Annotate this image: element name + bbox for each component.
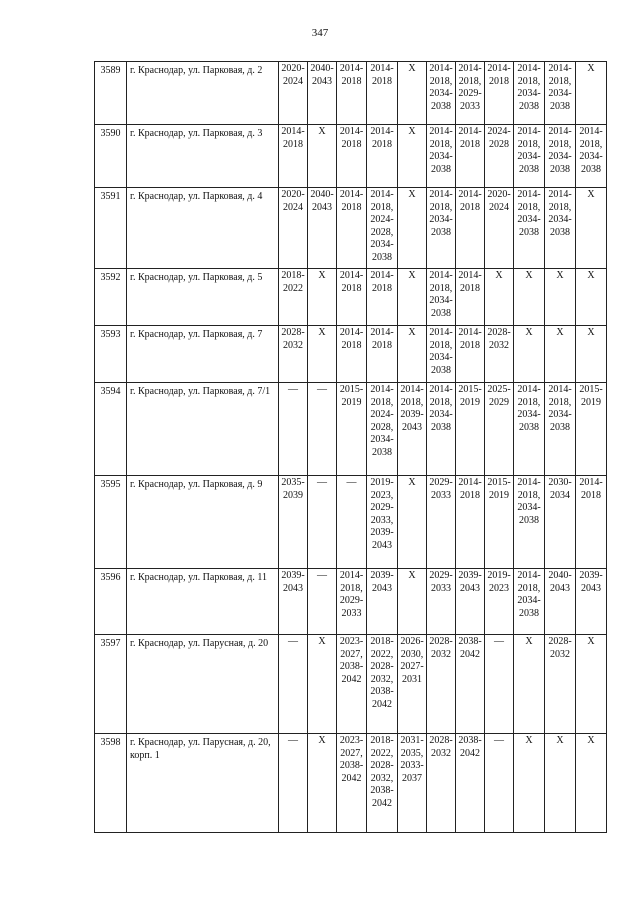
- row-number: 3598: [95, 734, 127, 833]
- address-cell: г. Краснодар, ул. Парковая, д. 7: [127, 326, 279, 383]
- period-cell: 2039- 2043: [279, 569, 308, 635]
- table-row: [95, 476, 607, 569]
- table-row: [95, 635, 607, 734]
- period-cell: Х: [514, 326, 545, 383]
- period-cell: 2029- 2033: [427, 569, 456, 635]
- period-cell: 2014- 2018, 2034- 2038: [545, 62, 576, 125]
- address-cell: г. Краснодар, ул. Парковая, д. 3: [127, 125, 279, 188]
- period-cell: Х: [576, 734, 607, 833]
- period-cell: 2014- 2018: [337, 269, 367, 326]
- period-cell: 2014- 2018: [456, 125, 485, 188]
- period-cell: 2014- 2018, 2034- 2038: [545, 125, 576, 188]
- row-number: 3589: [95, 62, 127, 125]
- period-cell: 2028- 2032: [545, 635, 576, 734]
- period-cell: 2014- 2018, 2034- 2038: [514, 383, 545, 476]
- period-cell: 2019- 2023, 2029- 2033, 2039- 2043: [367, 476, 398, 569]
- period-cell: 2014- 2018: [337, 326, 367, 383]
- period-cell: Х: [398, 476, 427, 569]
- table-row: [95, 125, 607, 188]
- table-row: [95, 269, 607, 326]
- period-cell: —: [337, 476, 367, 569]
- period-cell: Х: [514, 269, 545, 326]
- period-cell: 2028- 2032: [427, 635, 456, 734]
- period-cell: Х: [398, 62, 427, 125]
- period-cell: Х: [576, 188, 607, 269]
- period-cell: 2014- 2018: [456, 326, 485, 383]
- period-cell: 2026- 2030, 2027- 2031: [398, 635, 427, 734]
- period-cell: Х: [545, 734, 576, 833]
- table-row: [95, 62, 607, 125]
- table-row: [95, 569, 607, 635]
- period-cell: 2014- 2018: [279, 125, 308, 188]
- period-cell: 2014- 2018: [367, 269, 398, 326]
- period-cell: 2029- 2033: [427, 476, 456, 569]
- period-cell: 2014- 2018: [367, 62, 398, 125]
- period-cell: 2015- 2019: [576, 383, 607, 476]
- row-number: 3594: [95, 383, 127, 476]
- period-cell: Х: [545, 326, 576, 383]
- period-cell: —: [308, 383, 337, 476]
- period-cell: 2014- 2018, 2034- 2038: [514, 188, 545, 269]
- row-number: 3593: [95, 326, 127, 383]
- period-cell: 2023- 2027, 2038- 2042: [337, 635, 367, 734]
- row-number: 3592: [95, 269, 127, 326]
- address-cell: г. Краснодар, ул. Парковая, д. 2: [127, 62, 279, 125]
- period-cell: 2014- 2018, 2034- 2038: [427, 326, 456, 383]
- row-number: 3590: [95, 125, 127, 188]
- page-number: 347: [311, 27, 329, 39]
- period-cell: 2024- 2028: [485, 125, 514, 188]
- period-cell: Х: [514, 635, 545, 734]
- period-cell: 2018- 2022, 2028- 2032, 2038- 2042: [367, 734, 398, 833]
- repair-schedule-table: [94, 61, 607, 833]
- period-cell: 2028- 2032: [279, 326, 308, 383]
- period-cell: 2014- 2018: [576, 476, 607, 569]
- period-cell: Х: [398, 326, 427, 383]
- period-cell: 2014- 2018, 2034- 2038: [514, 476, 545, 569]
- period-cell: 2014- 2018: [456, 269, 485, 326]
- period-cell: 2020- 2024: [485, 188, 514, 269]
- period-cell: 2035- 2039: [279, 476, 308, 569]
- period-cell: 2014- 2018, 2034- 2038: [427, 383, 456, 476]
- period-cell: 2039- 2043: [367, 569, 398, 635]
- period-cell: 2015- 2019: [485, 476, 514, 569]
- period-cell: 2014- 2018, 2034- 2038: [427, 269, 456, 326]
- period-cell: —: [308, 569, 337, 635]
- period-cell: Х: [398, 269, 427, 326]
- period-cell: 2038- 2042: [456, 734, 485, 833]
- period-cell: Х: [308, 269, 337, 326]
- period-cell: 2014- 2018, 2034- 2038: [545, 188, 576, 269]
- period-cell: Х: [576, 269, 607, 326]
- row-number: 3591: [95, 188, 127, 269]
- period-cell: 2018- 2022: [279, 269, 308, 326]
- period-cell: 2031- 2035, 2033- 2037: [398, 734, 427, 833]
- period-cell: Х: [485, 269, 514, 326]
- period-cell: 2039- 2043: [576, 569, 607, 635]
- row-number: 3597: [95, 635, 127, 734]
- period-cell: 2014- 2018, 2039- 2043: [398, 383, 427, 476]
- table-row: [95, 734, 607, 833]
- period-cell: 2014- 2018: [337, 125, 367, 188]
- period-cell: 2040- 2043: [308, 62, 337, 125]
- address-cell: г. Краснодар, ул. Парковая, д. 5: [127, 269, 279, 326]
- period-cell: 2014- 2018, 2024- 2028, 2034- 2038: [367, 188, 398, 269]
- period-cell: Х: [576, 62, 607, 125]
- period-cell: 2014- 2018: [367, 326, 398, 383]
- period-cell: 2014- 2018, 2034- 2038: [427, 188, 456, 269]
- period-cell: 2028- 2032: [485, 326, 514, 383]
- row-number: 3595: [95, 476, 127, 569]
- period-cell: 2020- 2024: [279, 188, 308, 269]
- period-cell: 2014- 2018, 2024- 2028, 2034- 2038: [367, 383, 398, 476]
- period-cell: —: [485, 734, 514, 833]
- address-cell: г. Краснодар, ул. Парковая, д. 4: [127, 188, 279, 269]
- row-number: 3596: [95, 569, 127, 635]
- period-cell: 2014- 2018, 2029- 2033: [337, 569, 367, 635]
- period-cell: Х: [398, 188, 427, 269]
- period-cell: 2014- 2018: [337, 62, 367, 125]
- period-cell: Х: [308, 125, 337, 188]
- address-cell: г. Краснодар, ул. Парусная, д. 20, корп. 1: [127, 734, 279, 833]
- address-cell: г. Краснодар, ул. Парковая, д. 7/1: [127, 383, 279, 476]
- period-cell: 2038- 2042: [456, 635, 485, 734]
- period-cell: 2018- 2022, 2028- 2032, 2038- 2042: [367, 635, 398, 734]
- period-cell: 2014- 2018: [456, 476, 485, 569]
- period-cell: Х: [576, 635, 607, 734]
- address-cell: г. Краснодар, ул. Парковая, д. 9: [127, 476, 279, 569]
- period-cell: 2014- 2018, 2034- 2038: [514, 125, 545, 188]
- period-cell: 2014- 2018, 2034- 2038: [427, 62, 456, 125]
- period-cell: 2014- 2018: [485, 62, 514, 125]
- period-cell: 2015- 2019: [456, 383, 485, 476]
- table-row: [95, 326, 607, 383]
- period-cell: 2019- 2023: [485, 569, 514, 635]
- period-cell: 2014- 2018: [337, 188, 367, 269]
- period-cell: —: [279, 383, 308, 476]
- period-cell: —: [485, 635, 514, 734]
- period-cell: 2014- 2018, 2034- 2038: [545, 383, 576, 476]
- period-cell: 2040- 2043: [545, 569, 576, 635]
- period-cell: Х: [308, 326, 337, 383]
- period-cell: 2040- 2043: [308, 188, 337, 269]
- period-cell: Х: [398, 569, 427, 635]
- period-cell: 2014- 2018, 2029- 2033: [456, 62, 485, 125]
- period-cell: 2028- 2032: [427, 734, 456, 833]
- period-cell: Х: [308, 635, 337, 734]
- period-cell: 2025- 2029: [485, 383, 514, 476]
- period-cell: —: [279, 734, 308, 833]
- table-row: [95, 188, 607, 269]
- address-cell: г. Краснодар, ул. Парусная, д. 20: [127, 635, 279, 734]
- period-cell: 2014- 2018, 2034- 2038: [576, 125, 607, 188]
- period-cell: 2020- 2024: [279, 62, 308, 125]
- table-row: [95, 383, 607, 476]
- period-cell: Х: [576, 326, 607, 383]
- period-cell: 2014- 2018, 2034- 2038: [514, 62, 545, 125]
- period-cell: —: [279, 635, 308, 734]
- address-cell: г. Краснодар, ул. Парковая, д. 11: [127, 569, 279, 635]
- period-cell: 2015- 2019: [337, 383, 367, 476]
- period-cell: 2014- 2018, 2034- 2038: [427, 125, 456, 188]
- period-cell: 2039- 2043: [456, 569, 485, 635]
- period-cell: 2014- 2018: [456, 188, 485, 269]
- period-cell: Х: [514, 734, 545, 833]
- period-cell: Х: [308, 734, 337, 833]
- period-cell: 2014- 2018: [367, 125, 398, 188]
- period-cell: 2023- 2027, 2038- 2042: [337, 734, 367, 833]
- period-cell: Х: [545, 269, 576, 326]
- period-cell: Х: [398, 125, 427, 188]
- period-cell: 2014- 2018, 2034- 2038: [514, 569, 545, 635]
- period-cell: —: [308, 476, 337, 569]
- period-cell: 2030- 2034: [545, 476, 576, 569]
